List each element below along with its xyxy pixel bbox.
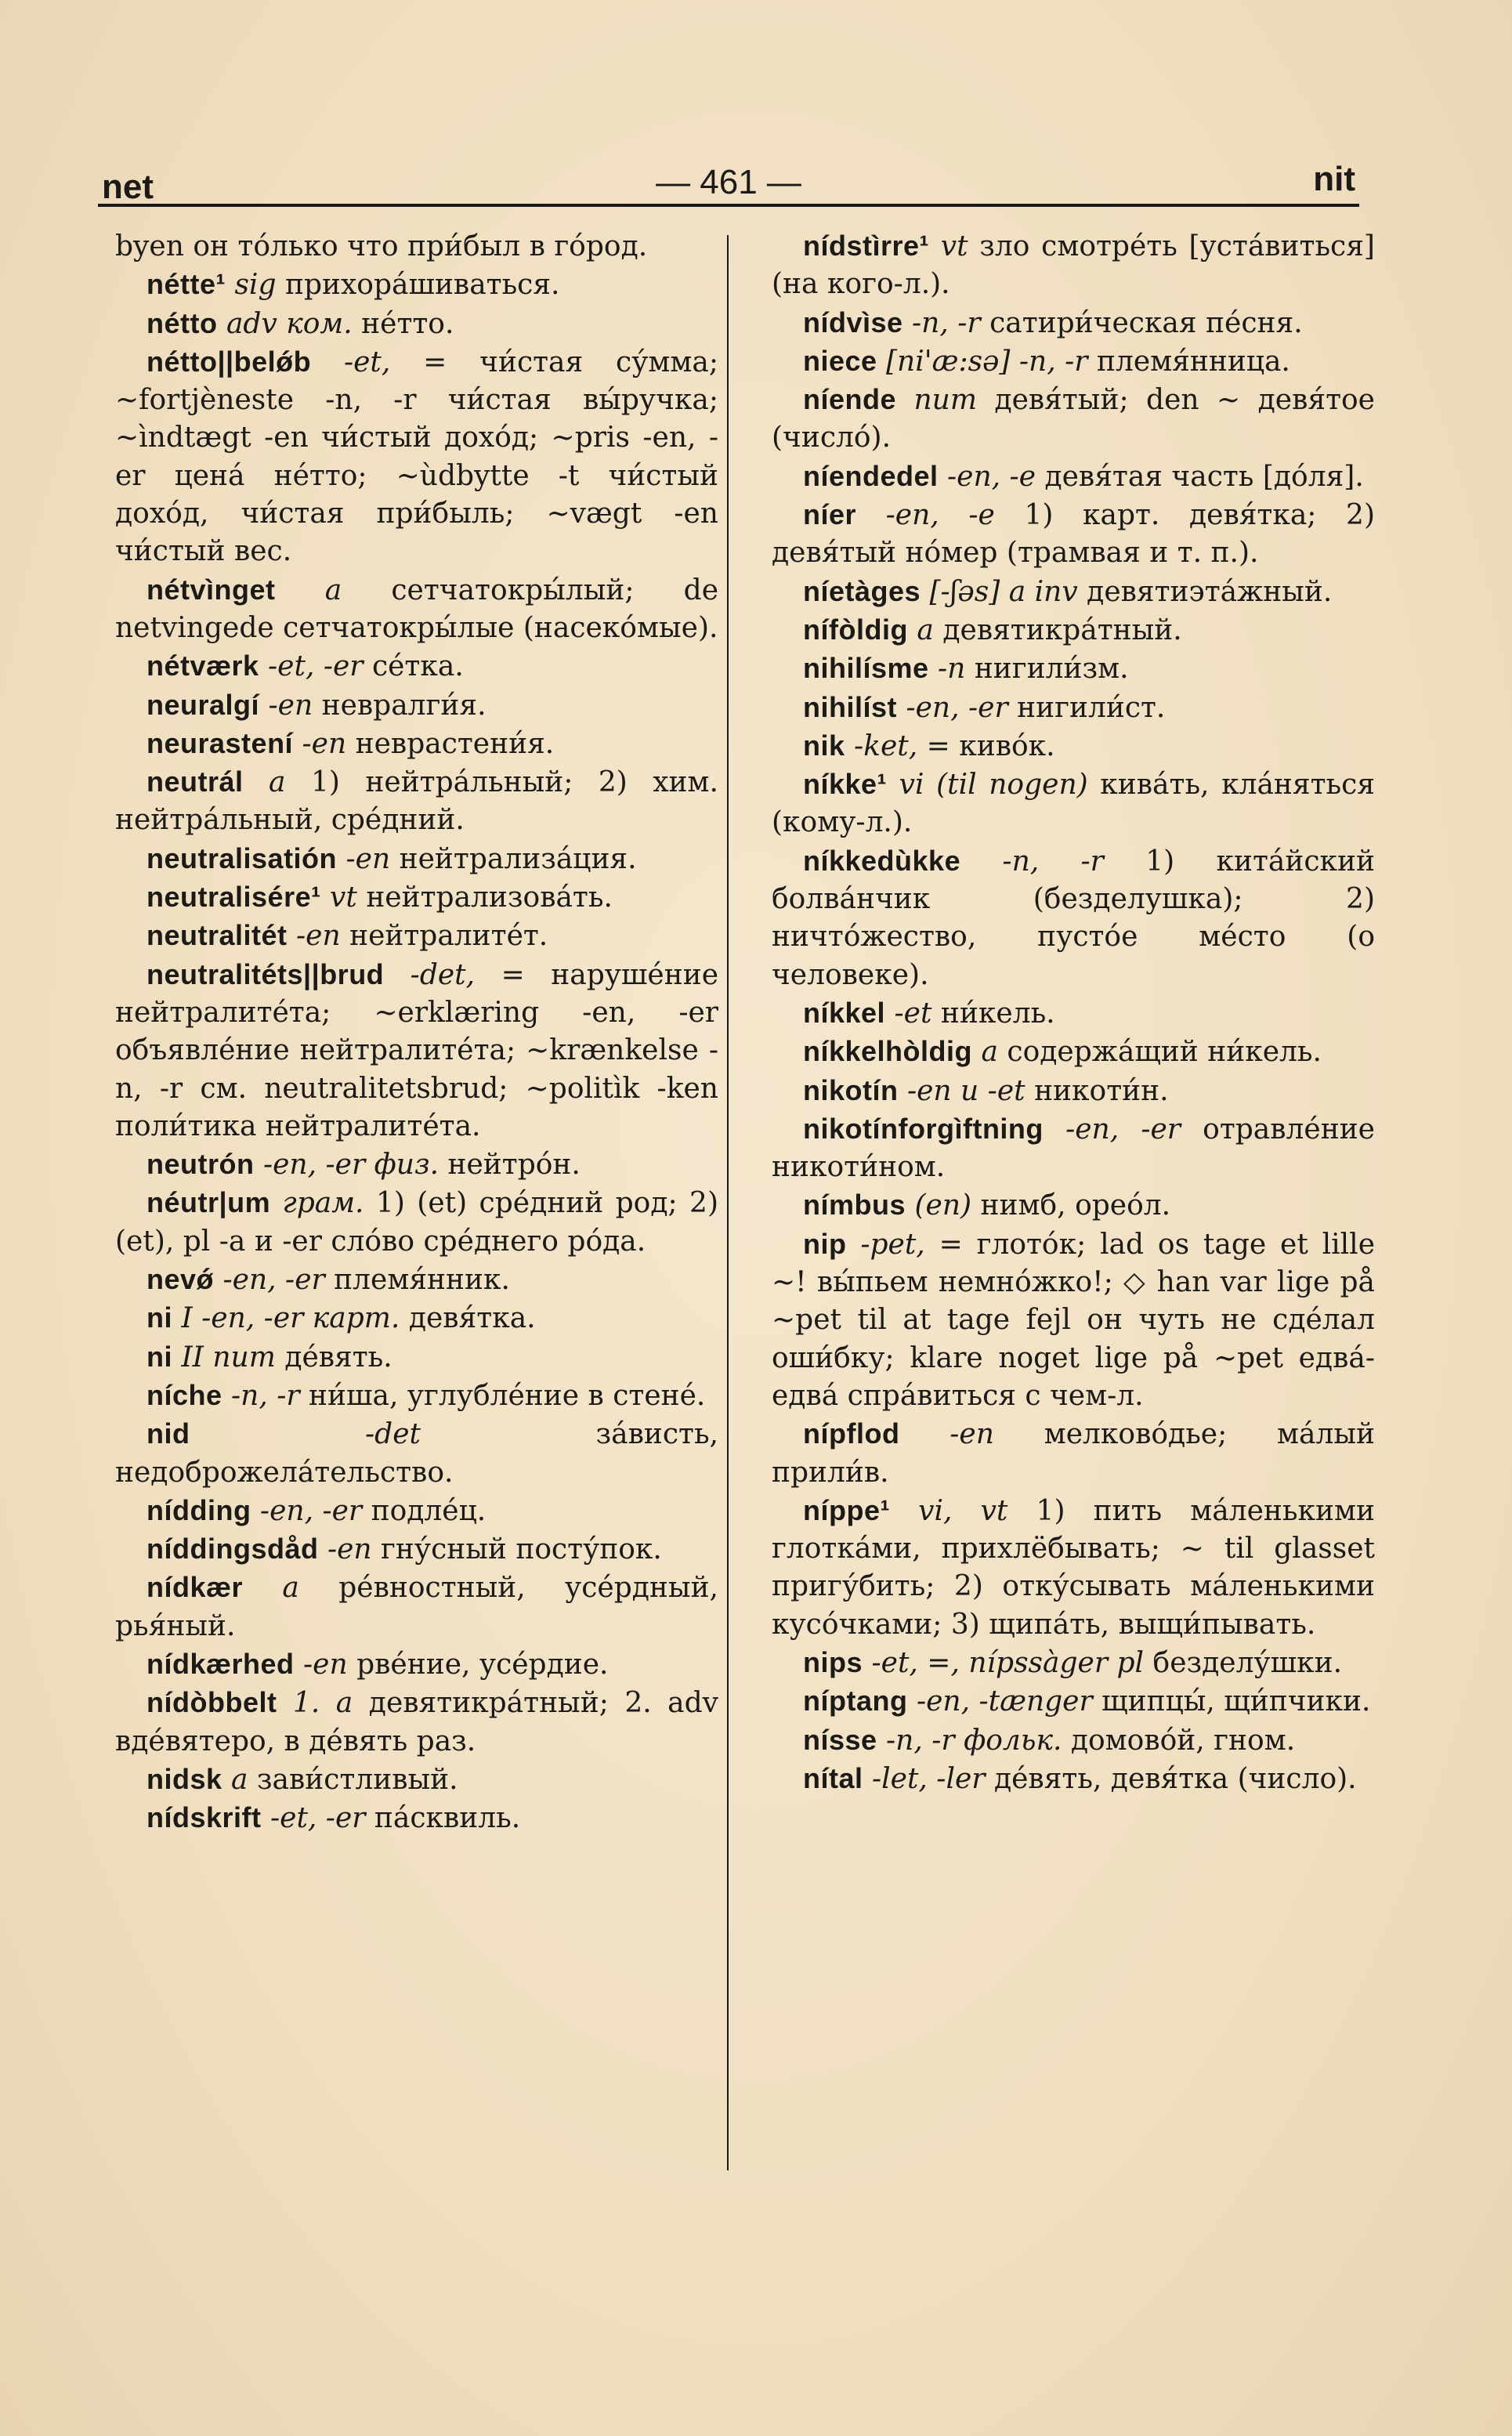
dictionary-entry — [115, 266, 718, 304]
grammar-note: -en — [345, 842, 391, 875]
headword: nídding — [146, 1493, 251, 1526]
headword: nídstìrre¹ — [803, 230, 930, 262]
headword: néutr|um — [146, 1186, 271, 1219]
dictionary-entry — [115, 1146, 718, 1184]
headword: nímbus — [803, 1189, 906, 1222]
headword: nídòbbelt — [146, 1686, 277, 1719]
translation: па́сквиль. — [374, 1802, 521, 1835]
grammar-note: -en, -e — [946, 460, 1036, 493]
grammar-note: II num — [181, 1341, 276, 1374]
grammar-note: -pet, = — [860, 1228, 963, 1261]
headword: níendedel — [803, 459, 939, 492]
dictionary-entry — [772, 573, 1375, 611]
headword: níetàges — [803, 574, 921, 607]
grammar-note: a — [981, 1036, 998, 1069]
headword: nétværk — [146, 650, 259, 682]
headword: nikotín — [803, 1073, 899, 1106]
dictionary-entry — [772, 1682, 1375, 1721]
grammar-note: -en — [268, 689, 313, 722]
dictionary-entry — [115, 305, 718, 343]
translation: нигили́ст. — [1017, 691, 1166, 724]
page-header — [102, 157, 1355, 204]
headword: nídskrift — [146, 1801, 262, 1834]
translation: девя́тый; den ~ девя́тое (число́). — [772, 384, 1375, 454]
translation: нейтралите́т. — [349, 920, 548, 953]
grammar-note: -n, -r — [912, 306, 981, 339]
header-rule — [98, 204, 1359, 207]
headword: níche — [146, 1378, 222, 1411]
grammar-note: vt — [330, 881, 357, 914]
headword: nétte¹ — [146, 268, 226, 301]
translation: ни́ша, углубле́ние в стене́. — [309, 1379, 706, 1412]
dictionary-entry — [115, 1184, 718, 1261]
translation: никоти́н. — [1034, 1074, 1169, 1107]
translation: прихора́шиваться. — [284, 269, 560, 302]
grammar-note: num — [913, 384, 977, 417]
dictionary-entry — [115, 1415, 718, 1492]
grammar-note: [-ʃəs] a inv — [929, 575, 1078, 608]
translation: щипцы́, щи́пчики. — [1101, 1685, 1371, 1718]
headword: níende — [803, 383, 897, 416]
translation: се́тка. — [371, 650, 464, 683]
dictionary-entry — [115, 1377, 718, 1415]
dictionary-entry — [115, 1338, 718, 1377]
translation: 1) (et) сре́дний род; 2) (et), pl -a и -er сло́во сре́днего ро́да. — [115, 1187, 718, 1258]
dictionary-entry — [115, 1530, 718, 1569]
grammar-note: -n, -r — [1002, 845, 1104, 878]
headword: níppe¹ — [803, 1493, 890, 1526]
headword: nídkær — [146, 1571, 244, 1604]
translation: чи́стая су́мма; ~fortjèneste -n, -r чи́стая вы́ручка; ~ìndtægt -en чи́стый дохо́д; ~pris -en, -er цена́ не́тто; ~ùdbytte -t чи́стый дохо́д, чи́стая при́быль; ~vægt -en чи́стый вес. — [115, 346, 718, 568]
grammar-note: -en — [295, 920, 341, 953]
grammar-note: a — [282, 1572, 299, 1605]
dictionary-entry — [115, 1684, 718, 1761]
translation: девятиэта́жный. — [1087, 575, 1333, 608]
translation: сатири́ческая пе́сня. — [989, 306, 1303, 339]
translation: девя́тка. — [408, 1302, 536, 1335]
headword: nihilísme — [803, 652, 929, 685]
dictionary-entry — [772, 650, 1375, 688]
dictionary-entry — [115, 647, 718, 686]
grammar-note: sig — [234, 269, 277, 302]
grammar-note: грам. — [282, 1187, 364, 1220]
translation: де́вять, девя́тка (число). — [993, 1762, 1357, 1795]
headword: nétto||belǿb — [146, 345, 312, 378]
header-right-guideword: nit — [1313, 160, 1355, 198]
translation: ре́вностный, усе́рдный, рья́ный. — [115, 1572, 719, 1642]
translation: де́вять. — [284, 1341, 392, 1374]
translation: глото́к; lad os tage et lille ~! вы́пьем немно́жко!; ◇ han var lige på ~pet til at tage fejl он чуть не сде́лал оши́бку; klare noget lige på ~pet едва́-едва́ спра́виться с чем-л. — [772, 1228, 1376, 1412]
translation: мелково́дье; ма́лый прили́в. — [772, 1418, 1376, 1489]
headword: neutrál — [146, 766, 244, 798]
translation: гну́сный посту́пок. — [381, 1533, 662, 1566]
translation: домово́й, гном. — [1070, 1724, 1296, 1757]
headword: nid — [146, 1417, 190, 1450]
dictionary-entry — [115, 1492, 718, 1530]
dictionary-entry — [772, 1415, 1375, 1492]
grammar-note: a — [269, 766, 286, 799]
grammar-note: -en — [950, 1418, 994, 1451]
dictionary-entry — [772, 227, 1375, 304]
headword: nip — [803, 1227, 847, 1260]
translation: безделу́шки. — [1152, 1646, 1343, 1679]
grammar-note: I -en, -er карт. — [181, 1302, 400, 1335]
grammar-note: -n, -r фольк. — [886, 1724, 1062, 1757]
grammar-note: -en — [302, 1648, 348, 1681]
translation: зави́стливый. — [256, 1763, 458, 1796]
dictionary-entry — [115, 956, 718, 1146]
headword: neutralisatión — [146, 842, 338, 874]
translation: нейтро́н. — [447, 1149, 581, 1182]
grammar-note: a — [230, 1763, 248, 1796]
grammar-note: -en, -er физ. — [262, 1149, 439, 1182]
headword: ni — [146, 1301, 172, 1334]
translation: кива́ть, кла́няться (кому-л.). — [772, 769, 1376, 839]
grammar-note: vi (til nogen) — [899, 769, 1088, 802]
translation: за́висть, недоброжела́тельство. — [115, 1418, 718, 1489]
dictionary-entry — [115, 1261, 718, 1299]
headword: neutralitét — [146, 919, 288, 952]
dictionary-entry — [772, 304, 1375, 342]
dictionary-entry — [115, 878, 718, 917]
dictionary-entry — [115, 1569, 718, 1645]
headword: neurastení — [146, 726, 294, 759]
translation: племя́нница. — [1096, 345, 1290, 378]
dictionary-entry — [115, 725, 718, 763]
grammar-note: -en, -tænger — [916, 1685, 1093, 1718]
dictionary-entry — [772, 381, 1375, 458]
header-left-guideword: net — [102, 168, 154, 206]
dictionary-entry — [772, 727, 1375, 766]
dictionary-entry — [115, 917, 718, 955]
grammar-note: -en — [327, 1533, 372, 1566]
headword: nítal — [803, 1761, 863, 1794]
dictionary-entry — [115, 1645, 718, 1684]
headword: nik — [803, 729, 845, 762]
headword: níddingsdåd — [146, 1533, 319, 1565]
grammar-note: -en, -er — [259, 1494, 363, 1527]
headword: nétvìnget — [146, 573, 276, 606]
headword: ni — [146, 1340, 172, 1373]
grammar-note: (en) — [914, 1189, 972, 1222]
headword: nevǿ — [146, 1263, 215, 1296]
dictionary-entry — [115, 227, 718, 266]
dictionary-entry — [772, 1033, 1375, 1071]
page-number: — 461 — — [656, 163, 801, 201]
headword: níer — [803, 498, 857, 531]
headword: nísse — [803, 1723, 877, 1756]
translation: ни́кель. — [940, 997, 1055, 1030]
grammar-note: -en, -er — [1065, 1113, 1181, 1146]
grammar-note: 1. a — [292, 1687, 353, 1720]
grammar-note: -det, = — [410, 958, 525, 991]
grammar-note: -n, -r — [230, 1379, 300, 1412]
dictionary-entry — [772, 1110, 1375, 1187]
grammar-note: a — [917, 614, 934, 646]
dictionary-entry — [772, 689, 1375, 727]
headword: nétto — [146, 306, 218, 339]
translation: наруше́ние нейтралите́та; ~erklæring -en, -er объявле́ние нейтралите́та; ~krænkelse -n, -r см. neutralitetsbrud; ~politìk -ken поли́тика нейтралите́та. — [115, 958, 718, 1142]
headword: nihilíst — [803, 690, 897, 723]
headword: nikotínforgìftning — [803, 1112, 1044, 1145]
grammar-note: -n — [938, 653, 966, 686]
headword: níkke¹ — [803, 768, 888, 801]
dictionary-entry — [772, 1644, 1375, 1682]
dictionary-entry — [115, 343, 718, 571]
headword: nífòldig — [803, 613, 908, 646]
grammar-note: -et, =, nípssàger pl — [871, 1646, 1145, 1679]
translation: подле́ц. — [371, 1494, 487, 1527]
headword: níkkelhòldig — [803, 1035, 973, 1068]
headword: neuralgí — [146, 688, 260, 721]
grammar-note: -en, -e — [885, 499, 995, 532]
dictionary-entry — [772, 1760, 1375, 1798]
dictionary-entry — [772, 842, 1375, 994]
grammar-note: -et — [894, 997, 932, 1030]
grammar-note: -en, -er — [222, 1264, 325, 1297]
right-column — [772, 227, 1375, 1798]
grammar-note: -en — [302, 727, 347, 760]
headword: nidsk — [146, 1762, 222, 1795]
grammar-note: -let, -ler — [871, 1762, 986, 1795]
translation: рве́ние, усе́рдие. — [356, 1648, 609, 1681]
dictionary-entry — [772, 342, 1375, 381]
translation: зло смотре́ть [уста́виться] (на кого-л.). — [772, 230, 1375, 301]
grammar-note: -det — [365, 1418, 421, 1451]
dictionary-entry — [115, 840, 718, 878]
grammar-note: -ket, = — [853, 729, 950, 762]
translation: нимб, орео́л. — [980, 1189, 1171, 1222]
translation: 1) кита́йский болва́нчик (безделушка); 2) ничто́жество, пусто́е ме́сто (о человеке). — [772, 845, 1375, 991]
dictionary-entry — [115, 686, 718, 725]
translation: 1) карт. девя́тка; 2) девя́тый но́мер (трамвая и т. п.). — [772, 499, 1375, 570]
translation: неврастени́я. — [355, 727, 555, 760]
grammar-note: vi, vt — [918, 1494, 1008, 1527]
headword: neutralitéts||brud — [146, 957, 385, 990]
dictionary-entry — [772, 496, 1375, 573]
translation: сетчатокры́лый; de netvingede сетчатокры́лые (насеко́мые). — [115, 574, 719, 644]
translation: племя́нник. — [334, 1264, 510, 1297]
headword: neutralisére¹ — [146, 881, 321, 914]
translation: киво́к. — [959, 729, 1055, 762]
dictionary-entry — [772, 766, 1375, 842]
headword: nídvìse — [803, 306, 903, 338]
dictionary-entry — [115, 1799, 718, 1837]
grammar-note: adv ком. — [226, 307, 353, 340]
translation: девятикра́тный. — [942, 614, 1182, 646]
headword: níkkel — [803, 996, 886, 1029]
dictionary-entry — [772, 611, 1375, 650]
grammar-note: -en, -er — [906, 691, 1008, 724]
dictionary-entry — [772, 1186, 1375, 1225]
headword: niece — [803, 344, 877, 377]
translation: нейтрализова́ть. — [366, 881, 613, 914]
dictionary-entry — [115, 1299, 718, 1337]
headword: níptang — [803, 1685, 908, 1718]
dictionary-entry — [772, 994, 1375, 1033]
headword: níkkedùkke — [803, 844, 961, 877]
dictionary-entry — [772, 458, 1375, 496]
dictionary-entry — [115, 571, 718, 648]
dictionary-entry — [772, 1072, 1375, 1110]
grammar-note: a — [324, 574, 342, 606]
translation: нигили́зм. — [974, 653, 1129, 686]
translation: не́тто. — [361, 307, 454, 340]
translation: девятикра́тный; 2. adv вде́вятеро, в де́вять раз. — [115, 1687, 719, 1757]
translation: 1) пить ма́ленькими глотка́ми, прихлёбывать; ~ til glasset пригу́бить; 2) отку́сывать ма́ленькими кусо́чками; 3) щипа́ть, выщи́пывать. — [772, 1494, 1376, 1641]
translation: 1) нейтра́льный; 2) хим. нейтра́льный, сре́дний. — [115, 766, 718, 837]
translation: девя́тая часть [до́ля]. — [1044, 460, 1364, 493]
translation: содержа́щий ни́кель. — [1007, 1036, 1322, 1069]
dictionary-entry — [772, 1225, 1375, 1415]
dictionary-entry — [115, 763, 718, 840]
translation: отравле́ние никоти́ном. — [772, 1113, 1375, 1184]
translation: невралги́я. — [321, 689, 487, 722]
grammar-note: -en и -et — [906, 1074, 1025, 1107]
grammar-note: -et, = — [343, 346, 447, 378]
dictionary-entry — [772, 1492, 1375, 1644]
dictionary-entry — [772, 1721, 1375, 1760]
headword: nípflod — [803, 1417, 900, 1450]
column-divider — [727, 235, 729, 2170]
grammar-note: vt — [940, 230, 968, 262]
translation: byen он то́лько что при́был в го́род. — [115, 230, 648, 262]
left-column — [115, 227, 718, 1837]
grammar-note: [ni'æ:sə] -n, -r — [886, 345, 1088, 378]
headword: nídkærhed — [146, 1647, 295, 1680]
headword: neutrón — [146, 1148, 255, 1181]
translation: нейтрализа́ция. — [399, 842, 637, 875]
grammar-note: -et, -er — [268, 650, 364, 683]
grammar-note: -et, -er — [269, 1802, 366, 1835]
headword: nips — [803, 1645, 863, 1678]
dictionary-entry — [115, 1761, 718, 1799]
